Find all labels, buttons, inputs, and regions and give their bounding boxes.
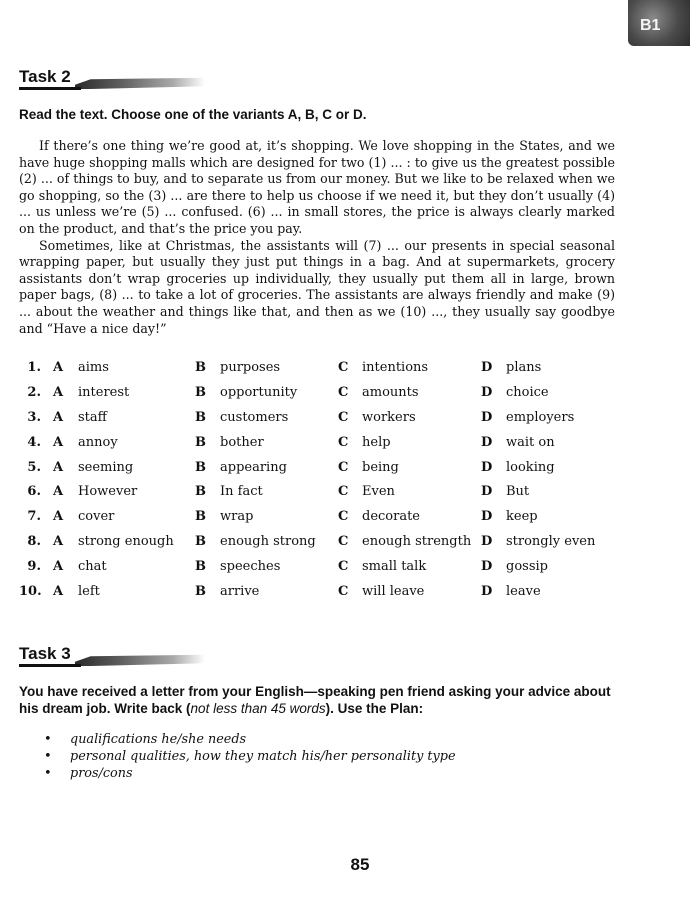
task3-title: Task 3 [19, 644, 71, 663]
option-d: employers [506, 409, 575, 425]
letter-b: B [195, 484, 206, 500]
section-badge-label: B1 [640, 17, 661, 34]
option-a: cover [78, 509, 115, 525]
option-b: enough strong [220, 534, 316, 550]
task2-title: Task 2 [19, 67, 71, 86]
option-c: small talk [362, 559, 427, 575]
option-b: opportunity [220, 384, 298, 400]
letter-a: A [53, 559, 64, 575]
header-underline [19, 664, 81, 667]
reading-text [19, 138, 615, 337]
option-d: looking [506, 459, 555, 475]
letter-b: B [195, 360, 206, 375]
option-row-9 [19, 557, 619, 582]
letter-a: A [53, 360, 64, 375]
option-d: plans [506, 360, 542, 375]
option-a: seeming [78, 459, 134, 475]
option-c: decorate [362, 509, 421, 525]
letter-d: D [481, 584, 493, 600]
reading-paragraph-2: Sometimes, like at Christmas, the assistants will (7) ... our presents in special seasonal wrapping paper, but usually they just put things in a bag. And at supermarkets, grocery assistants don’t wrap groceries up individually, they usually put them all in large, brown paper bags, (8) ... to take a lot of groceries. The assistants are always friendly and make (9) ... about the weather and things like that, and then as we (10) ..., they usually say goodbye and “Have a nice day!” [19, 237, 615, 336]
option-a: However [78, 484, 138, 500]
section-badge [628, 0, 690, 46]
reading-paragraph-1: If there’s one thing we’re good at, it’s shopping. We love shopping in the States, and we have huge shopping malls which are designed for two (1) ... : to give us the greatest possible (2) ... of things to buy, and to separate us from our money. But we like to be relaxed when we go shopping, so the (3) ... are there to help us choose if we need it, but they don’t usually (4) ... us unless we’re (5) ... confused. (6) ... in small stores, the price is always clearly marked on the product, and that’s the price you pay. [19, 138, 615, 236]
option-row-5 [19, 458, 619, 483]
letter-d: D [481, 409, 493, 425]
option-a: strong enough [78, 534, 174, 550]
letter-c: C [338, 484, 349, 500]
option-a: annoy [78, 434, 118, 450]
option-a: aims [78, 360, 109, 375]
option-a: interest [78, 384, 130, 400]
letter-c: C [338, 459, 349, 475]
option-number: 7. [27, 509, 41, 525]
option-d: gossip [506, 559, 548, 575]
letter-a: A [53, 384, 64, 400]
header-decoration [75, 652, 205, 666]
task3-instruction-start: You have received a letter from your English—speaking pen friend asking your advice about his dream job. Write back ( [19, 684, 611, 716]
letter-c: C [338, 360, 349, 375]
option-b: In fact [220, 484, 263, 500]
letter-a: A [53, 434, 64, 450]
letter-c: C [338, 534, 349, 550]
letter-b: B [195, 584, 206, 600]
letter-a: A [53, 409, 64, 425]
option-row-6 [19, 482, 619, 507]
option-c: help [362, 434, 391, 450]
option-c: amounts [362, 384, 419, 400]
letter-d: D [481, 559, 493, 575]
option-c: enough strength [362, 534, 472, 550]
letter-c: C [338, 384, 349, 400]
letter-d: D [481, 484, 493, 500]
header-underline [19, 87, 81, 90]
option-number: 1. [27, 360, 41, 375]
option-c: being [362, 459, 399, 475]
letter-d: D [481, 459, 493, 475]
plan-item: • qualifications he/she needs [44, 731, 456, 748]
option-number: 2. [27, 384, 41, 400]
option-d: But [506, 484, 530, 500]
letter-a: A [53, 484, 64, 500]
option-row-7 [19, 507, 619, 532]
answer-options [19, 358, 619, 607]
task3-instruction-italic: not less than 45 words [190, 701, 326, 716]
page-number: 85 [350, 855, 370, 874]
letter-c: C [338, 584, 349, 600]
plan-list [44, 731, 456, 782]
option-b: bother [220, 434, 264, 450]
option-a: staff [78, 409, 107, 425]
option-b: speeches [220, 559, 281, 575]
option-number: 4. [27, 434, 41, 450]
option-c: Even [362, 484, 395, 500]
letter-b: B [195, 384, 206, 400]
letter-d: D [481, 509, 493, 525]
letter-a: A [53, 459, 64, 475]
option-b: purposes [220, 360, 281, 375]
option-d: keep [506, 509, 538, 525]
option-number: 9. [27, 559, 41, 575]
letter-d: D [481, 434, 493, 450]
letter-b: B [195, 409, 206, 425]
option-row-4 [19, 433, 619, 458]
option-row-10 [19, 582, 619, 607]
letter-b: B [195, 509, 206, 525]
task3-instruction-end: ). Use the Plan: [325, 701, 424, 716]
option-d: leave [506, 584, 541, 600]
task3-instruction [19, 683, 619, 717]
task2-instruction: Read the text. Choose one of the variants A, B, C or D. [19, 107, 367, 122]
task2-header [19, 67, 379, 91]
option-d: choice [506, 384, 549, 400]
letter-b: B [195, 434, 206, 450]
option-number: 5. [27, 459, 41, 475]
letter-a: A [53, 509, 64, 525]
option-row-8 [19, 532, 619, 557]
option-b: wrap [220, 509, 254, 525]
letter-c: C [338, 434, 349, 450]
letter-a: A [53, 584, 64, 600]
plan-item: • pros/cons [44, 765, 456, 782]
letter-b: B [195, 534, 206, 550]
letter-c: C [338, 509, 349, 525]
option-c: intentions [362, 360, 429, 375]
option-b: arrive [220, 584, 260, 600]
option-b: appearing [220, 459, 287, 475]
letter-d: D [481, 534, 493, 550]
letter-b: B [195, 559, 206, 575]
option-d: strongly even [506, 534, 596, 550]
option-b: customers [220, 409, 289, 425]
option-number: 10. [19, 584, 42, 600]
letter-c: C [338, 559, 349, 575]
option-d: wait on [506, 434, 555, 450]
option-a: left [78, 584, 100, 600]
task3-header [19, 644, 379, 668]
option-row-1 [19, 358, 619, 383]
plan-item: • personal qualities, how they match his/her personality type [44, 748, 456, 765]
header-decoration [75, 75, 205, 89]
letter-b: B [195, 459, 206, 475]
option-number: 6. [27, 484, 41, 500]
letter-c: C [338, 409, 349, 425]
option-c: will leave [362, 584, 425, 600]
option-a: chat [78, 559, 107, 575]
option-number: 3. [27, 409, 41, 425]
option-number: 8. [27, 534, 41, 550]
option-row-2 [19, 383, 619, 408]
option-row-3 [19, 408, 619, 433]
letter-d: D [481, 360, 493, 375]
option-c: workers [362, 409, 416, 425]
letter-a: A [53, 534, 64, 550]
letter-d: D [481, 384, 493, 400]
